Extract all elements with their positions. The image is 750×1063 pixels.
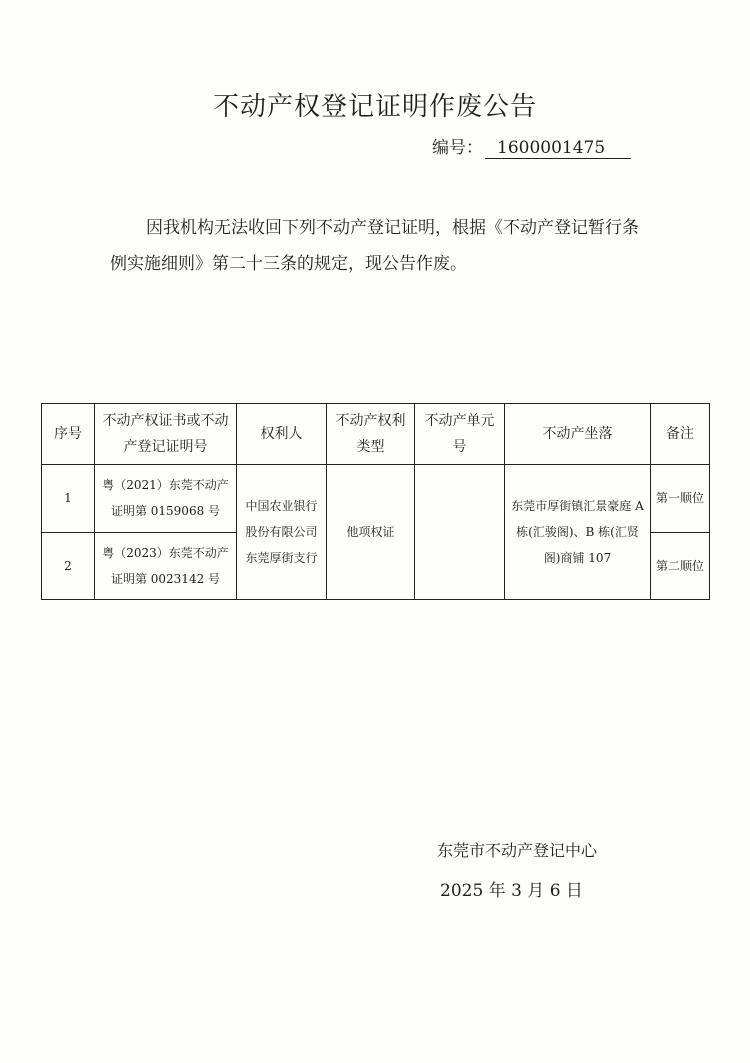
document-title: 不动产权登记证明作废公告 (212, 92, 537, 122)
announcement-paragraph: 因我机构无法收回下列不动产登记证明，根据《不动产登记暂行条例实施细则》第二十三条的规定，现公告作废。 (110, 218, 639, 274)
certificate-table (41, 403, 710, 600)
table-header-row (42, 404, 710, 465)
number-label: 编号： (432, 138, 483, 158)
header-right-type: 不动产权利类型 (327, 404, 415, 465)
row-cert-no: 粤（2023）东莞不动产证明第 0023142 号 (95, 532, 237, 600)
holder-cell: 中国农业银行股份有限公司东莞厚街支行 (237, 465, 327, 600)
location-cell: 东莞市厚街镇汇景豪庭 A 栋(汇骏阁)、B 栋(汇贤阁)商铺 107 (505, 465, 651, 600)
right-type-cell: 他项权证 (327, 465, 415, 600)
header-unit-no: 不动产单元号 (415, 404, 505, 465)
header-seq: 序号 (42, 404, 95, 465)
row-seq: 2 (42, 532, 95, 600)
row-note: 第二顺位 (651, 532, 710, 600)
document-number (432, 133, 631, 159)
number-value: 1600001475 (485, 138, 631, 159)
header-holder: 权利人 (237, 404, 327, 465)
header-note: 备注 (651, 404, 710, 465)
issue-date: 2025 年 3 月 6 日 (440, 881, 583, 901)
row-note: 第一顺位 (651, 465, 710, 533)
row-cert-no: 粤（2021）东莞不动产证明第 0159068 号 (95, 465, 237, 533)
header-location: 不动产坐落 (505, 404, 651, 465)
header-cert-no: 不动产权证书或不动产登记证明号 (95, 404, 237, 465)
unit-no-cell (415, 465, 505, 600)
row-seq: 1 (42, 465, 95, 533)
table-row (42, 465, 710, 533)
issuing-organization: 东莞市不动产登记中心 (437, 841, 598, 860)
